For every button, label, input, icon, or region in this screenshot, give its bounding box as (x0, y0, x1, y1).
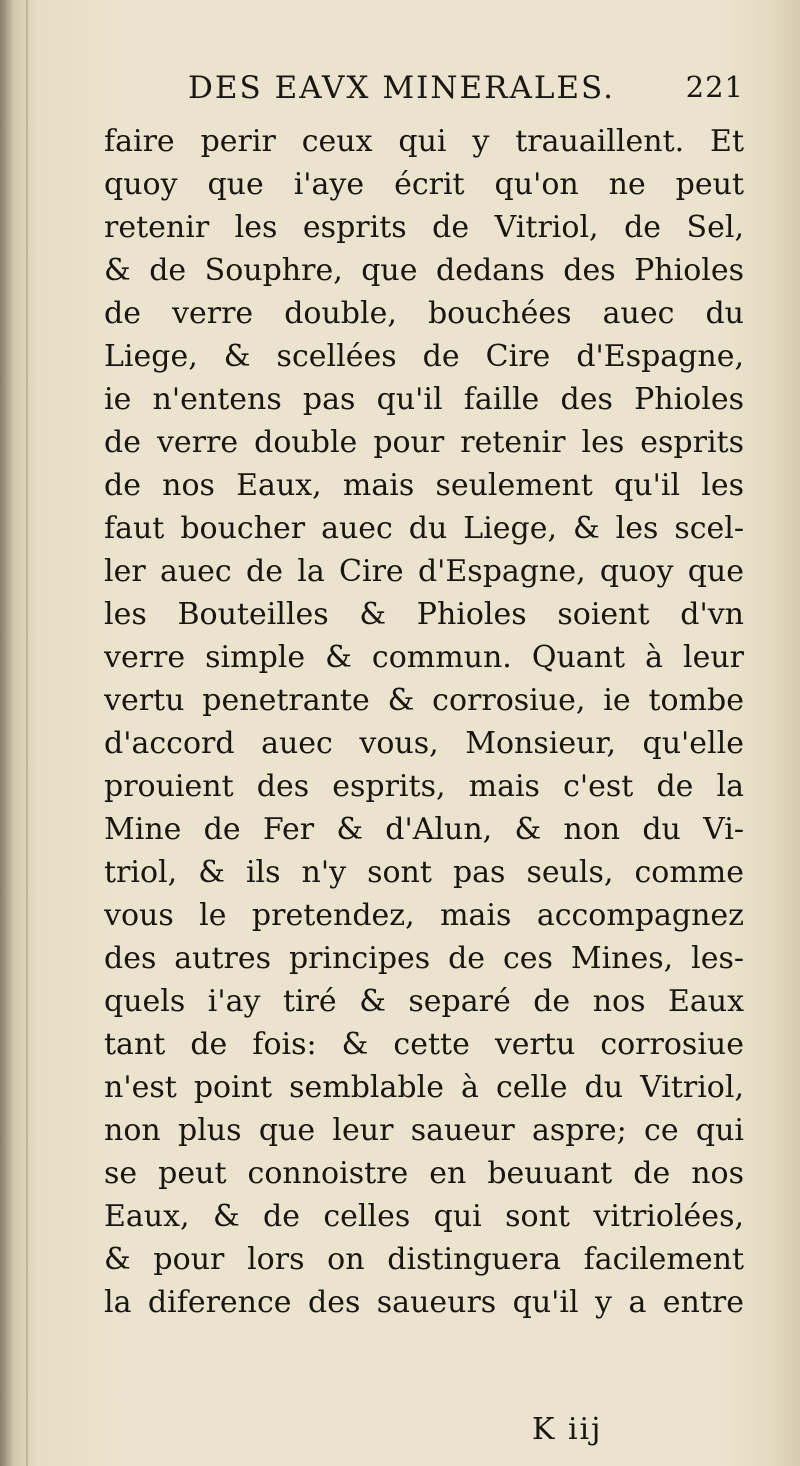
text-line: Liege, & scellées de Cire d'Espagne, (104, 339, 744, 374)
text-line: Eaux, & de celles qui sont vitriolées, (104, 1199, 744, 1234)
page-edge-shadow (0, 0, 14, 1466)
text-line: vous le pretendez, mais accompagnez (104, 898, 744, 933)
text-line: les Bouteilles & Phioles soient d'vn (104, 597, 744, 632)
text-line: tant de fois: & cette vertu corrosiue (104, 1027, 744, 1062)
text-line: quoy que i'aye écrit qu'on ne peut (104, 167, 744, 202)
text-line: de verre double, bouchées auec du (104, 296, 744, 331)
text-line: ie n'entens pas qu'il faille des Phioles (104, 382, 744, 417)
text-line: faut boucher auec du Liege, & les scel- (104, 511, 744, 546)
page-number: 221 (685, 70, 744, 104)
text-line: prouient des esprits, mais c'est de la (104, 769, 744, 804)
text-line: ler auec de la Cire d'Espagne, quoy que (104, 554, 744, 589)
body-text (104, 120, 744, 1324)
text-line: se peut connoistre en beuuant de nos (104, 1156, 744, 1191)
text-line: des autres principes de ces Mines, les- (104, 941, 744, 976)
text-line: faire perir ceux qui y trauaillent. Et (104, 124, 744, 159)
text-line: triol, & ils n'y sont pas seuls, comme (104, 855, 744, 890)
text-line: retenir les esprits de Vitriol, de Sel, (104, 210, 744, 245)
signature-mark: K iij (532, 1412, 603, 1447)
gutter-line (26, 0, 28, 1466)
text-line: verre simple & commun. Quant à leur (104, 640, 744, 675)
text-line: & de Souphre, que dedans des Phioles (104, 253, 744, 288)
text-line: d'accord auec vous, Monsieur, qu'elle (104, 726, 744, 761)
text-line: vertu penetrante & corrosiue, ie tombe (104, 683, 744, 718)
text-line: la diference des saueurs qu'il y a entre (104, 1285, 744, 1320)
page-header (188, 70, 744, 118)
text-line: & pour lors on distinguera facilement (104, 1242, 744, 1277)
text-line: de verre double pour retenir les esprits (104, 425, 744, 460)
text-line: quels i'ay tiré & separé de nos Eaux (104, 984, 744, 1019)
running-title: DES EAVX MINERALES. (188, 70, 616, 106)
text-line: non plus que leur saueur aspre; ce qui (104, 1113, 744, 1148)
text-line: de nos Eaux, mais seulement qu'il les (104, 468, 744, 503)
text-line: n'est point semblable à celle du Vitriol, (104, 1070, 744, 1105)
text-line: Mine de Fer & d'Alun, & non du Vi- (104, 812, 744, 847)
